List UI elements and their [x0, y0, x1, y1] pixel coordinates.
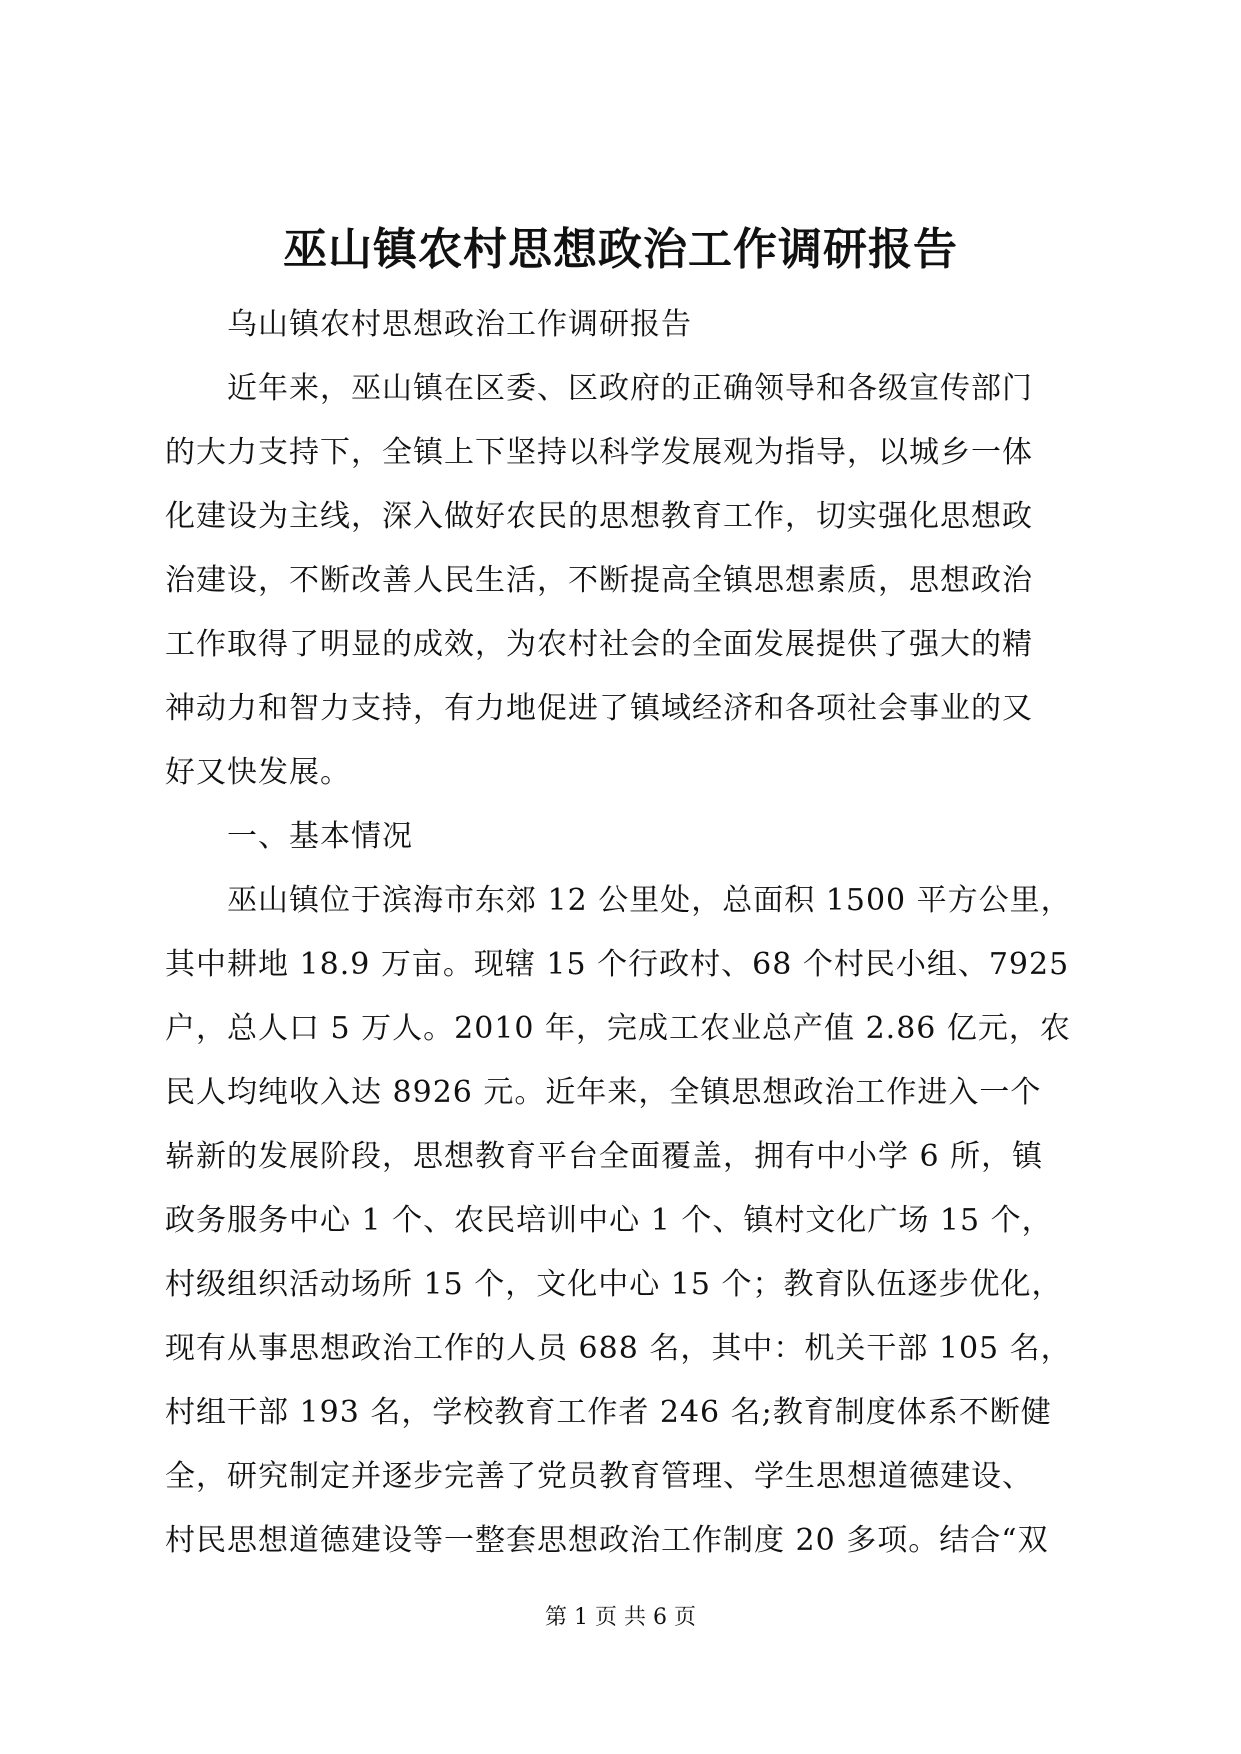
- body-line: 民人均纯收入达 8926 元。近年来，全镇思想政治工作进入一个: [165, 1075, 1042, 1110]
- body-line: 崭新的发展阶段，思想教育平台全面覆盖，拥有中小学 6 所，镇: [165, 1139, 1044, 1174]
- body-line: 治建设，不断改善人民生活，不断提高全镇思想素质，思想政治: [165, 563, 1033, 598]
- body-line: 神动力和智力支持，有力地促进了镇域经济和各项社会事业的又: [165, 691, 1033, 726]
- body-line: 其中耕地 18.9 万亩。现辖 15 个行政村、68 个村民小组、7925: [165, 947, 1070, 982]
- body-line: 近年来，巫山镇在区委、区政府的正确领导和各级宣传部门: [165, 371, 1033, 406]
- body-line: 现有从事思想政治工作的人员 688 名，其中：机关干部 105 名，: [165, 1331, 1072, 1366]
- document-title: 巫山镇农村思想政治工作调研报告: [283, 224, 958, 275]
- body-line: 的大力支持下，全镇上下坚持以科学发展观为指导，以城乡一体: [165, 435, 1033, 470]
- body-line: 户，总人口 5 万人。2010 年，完成工农业总产值 2.86 亿元，农: [165, 1011, 1071, 1046]
- document-body: [165, 293, 1090, 1573]
- page-number-footer: 第 1 页 共 6 页: [545, 1605, 696, 1630]
- body-line: 巫山镇位于滨海市东郊 12 公里处，总面积 1500 平方公里，: [165, 883, 1072, 918]
- body-line: 乌山镇农村思想政治工作调研报告: [165, 307, 692, 342]
- body-line: 村级组织活动场所 15 个，文化中心 15 个；教育队伍逐步优化，: [165, 1267, 1063, 1302]
- body-line: 村组干部 193 名，学校教育工作者 246 名;教育制度体系不断健: [165, 1395, 1052, 1430]
- body-line: 工作取得了明显的成效，为农村社会的全面发展提供了强大的精: [165, 627, 1033, 662]
- body-line: 化建设为主线，深入做好农民的思想教育工作，切实强化思想政: [165, 499, 1033, 534]
- body-line: 村民思想道德建设等一整套思想政治工作制度 20 多项。结合“双: [165, 1523, 1049, 1558]
- body-line: 政务服务中心 1 个、农民培训中心 1 个、镇村文化广场 15 个，: [165, 1203, 1053, 1238]
- body-line: 全，研究制定并逐步完善了党员教育管理、学生思想道德建设、: [165, 1459, 1033, 1494]
- body-line: 好又快发展。: [165, 755, 351, 790]
- section-heading: 一、基本情况: [165, 819, 413, 854]
